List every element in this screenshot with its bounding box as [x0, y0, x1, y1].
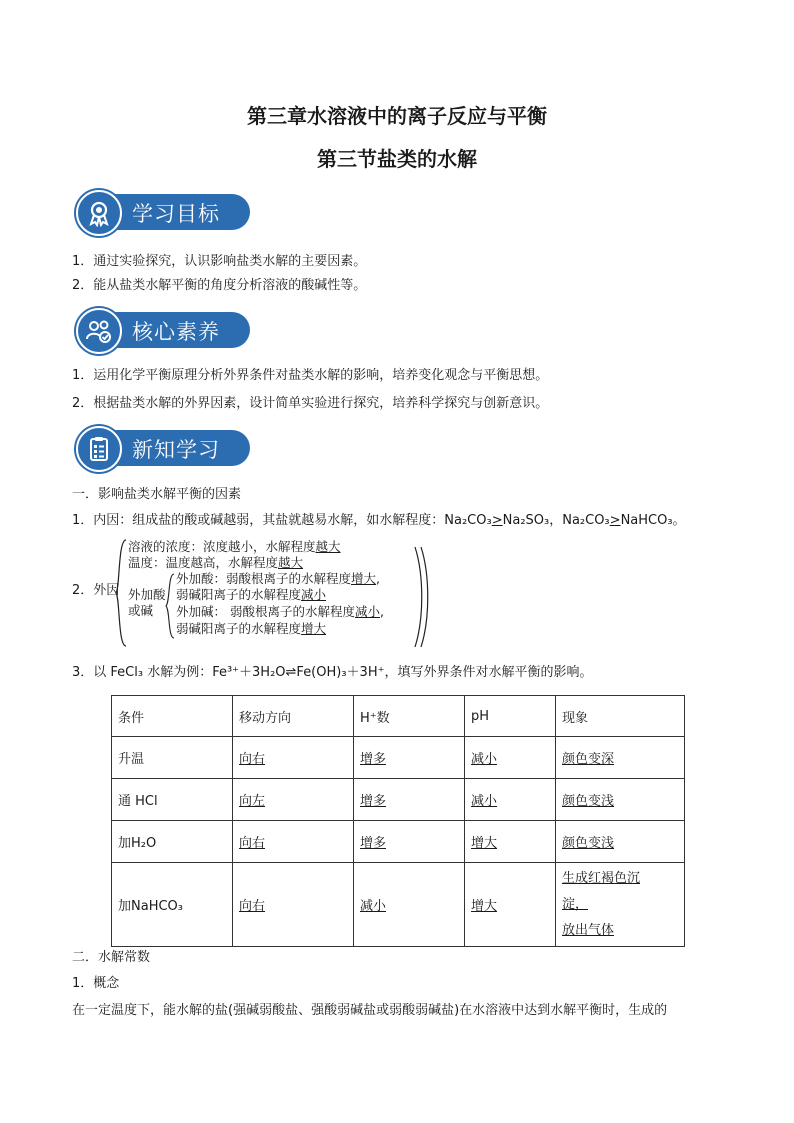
- clipboard-icon: [85, 435, 113, 463]
- item1-gt-1: >: [491, 513, 503, 528]
- item2-label: 2．外因: [72, 583, 120, 598]
- table-cell: 增多: [354, 737, 465, 779]
- item1-formula-b: Na₂SO₃，Na₂CO₃: [502, 513, 610, 528]
- table-cell: 增大: [465, 821, 556, 863]
- conc-line: 溶液的浓度：浓度越小，水解程度越大: [128, 539, 341, 554]
- base-answer-2: 增大: [301, 621, 327, 636]
- table-cell: 向左: [233, 779, 354, 821]
- table-cell: [556, 863, 685, 947]
- table-cell: 颜色变深: [556, 737, 685, 779]
- item1-gt-2: >: [609, 513, 621, 528]
- table-cell: 通 HCl: [112, 779, 233, 821]
- phenom-line: 生成红褐色沉: [562, 870, 641, 886]
- table-cell: 减小: [465, 779, 556, 821]
- sub-title: 第三节盐类的水解: [317, 147, 477, 171]
- people-icon: [85, 317, 113, 345]
- table-header-cell: 移动方向: [233, 696, 354, 737]
- table-header-cell: 条件: [112, 696, 233, 737]
- section2-item1: 1．概念: [72, 976, 120, 991]
- banner-core-label: 核心素养: [132, 320, 220, 344]
- banner-new-label: 新知学习: [132, 438, 220, 462]
- table-cell: 增多: [354, 821, 465, 863]
- table-row: [112, 737, 685, 779]
- main-title: 第三章水溶液中的离子反应与平衡: [247, 104, 547, 128]
- table-cell: 加H₂O: [112, 821, 233, 863]
- table-header-cell: pH: [465, 696, 556, 737]
- table-cell: 增多: [354, 779, 465, 821]
- banner-goals-label: 学习目标: [132, 202, 220, 226]
- core-1: 1．运用化学平衡原理分析外界条件对盐类水解的影响，培养变化观念与平衡思想。: [72, 368, 549, 383]
- table-cell: 升温: [112, 737, 233, 779]
- item1-formula-a: Na₂CO₃: [444, 513, 492, 528]
- section2-text: 在一定温度下，能水解的盐(强碱弱酸盐、强酸弱碱盐或弱酸弱碱盐)在水溶液中达到水解平衡时，生成的: [72, 1003, 668, 1018]
- hydrolysis-table: [111, 695, 685, 947]
- table-cell: 颜色变浅: [556, 779, 685, 821]
- goal-2: 2．能从盐类水解平衡的角度分析溶液的酸碱性等。: [72, 278, 367, 293]
- table-cell: 向右: [233, 821, 354, 863]
- temp-answer: 越大: [278, 555, 304, 570]
- banner-goals: [76, 190, 252, 234]
- item1-prefix: 1．内因：组成盐的酸或碱越弱，其盐就越易水解，如水解程度：: [72, 513, 445, 528]
- acid-answer-2: 减小: [301, 587, 327, 602]
- table-cell: 增大: [465, 863, 556, 947]
- table-header-cell: H⁺数: [354, 696, 465, 737]
- table-row: [112, 779, 685, 821]
- conc-answer: 越大: [315, 539, 341, 554]
- goal-1: 1．通过实验探究，认识影响盐类水解的主要因素。: [72, 254, 367, 269]
- base-line-1: 外加碱： 弱酸根离子的水解程度减小,: [176, 604, 384, 619]
- acid-line-2: 弱碱阳离子的水解程度减小: [176, 587, 327, 602]
- table-row: [112, 821, 685, 863]
- inner-brace-icon: [164, 572, 176, 640]
- section1-heading: 一．影响盐类水解平衡的因素: [72, 487, 242, 502]
- section1-item3: 3．以 FeCl₃ 水解为例：Fe³⁺＋3H₂O⇌Fe(OH)₃＋3H⁺，填写外界条件对水解平衡的影响。: [72, 665, 593, 680]
- base-line-2: 弱碱阳离子的水解程度增大: [176, 621, 327, 636]
- core-2: 2．根据盐类水解的外界因素，设计简单实验进行探究，培养科学探究与创新意识。: [72, 396, 549, 411]
- table-row: [112, 863, 685, 947]
- phenom-line: 放出气体: [562, 922, 615, 938]
- section2-heading: 二．水解常数: [72, 950, 151, 965]
- section1-item1: [72, 512, 686, 530]
- right-paren-icon: [412, 545, 432, 649]
- temp-line: 温度：温度越高，水解程度越大: [128, 555, 304, 570]
- table-cell: 减小: [465, 737, 556, 779]
- table-header-row: [112, 696, 685, 737]
- acidbase-label-1: 外加酸: [128, 587, 166, 602]
- item1-formula-c: NaHCO₃。: [620, 513, 686, 528]
- table-cell: 向右: [233, 737, 354, 779]
- table-cell: 向右: [233, 863, 354, 947]
- table-header-cell: 现象: [556, 696, 685, 737]
- base-answer-1: 减小: [354, 604, 380, 619]
- outer-brace-icon: [114, 538, 128, 648]
- table-cell: 加NaHCO₃: [112, 863, 233, 947]
- table-cell: 颜色变浅: [556, 821, 685, 863]
- award-icon: [85, 199, 113, 227]
- phenom-line: 淀，: [562, 896, 589, 912]
- table-cell: 减小: [354, 863, 465, 947]
- banner-core: [76, 308, 252, 352]
- acidbase-label-2: 或碱: [128, 603, 154, 618]
- acid-answer-1: 增大: [351, 571, 377, 586]
- banner-new: [76, 426, 252, 470]
- acid-line-1: 外加酸：弱酸根离子的水解程度增大,: [176, 571, 381, 586]
